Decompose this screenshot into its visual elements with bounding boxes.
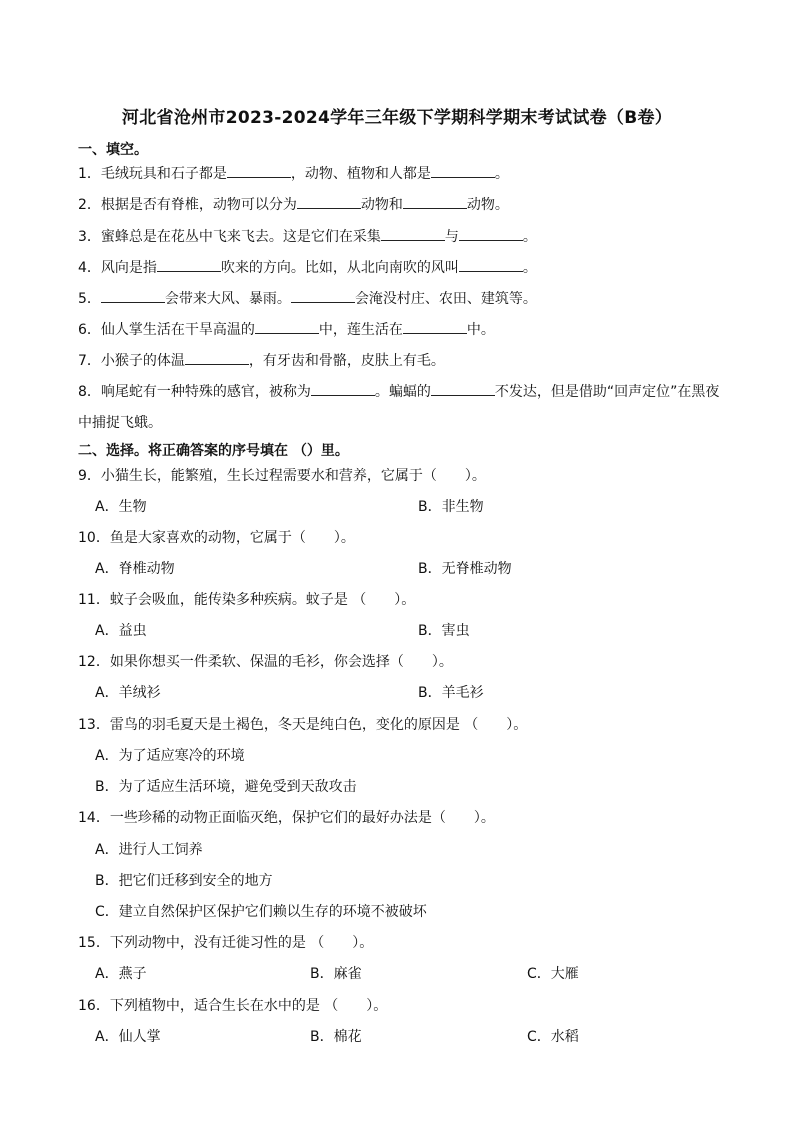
question-text: 3．蜜蜂总是在花丛中飞来飞去。这是它们在采集 (78, 229, 381, 245)
question-2 (78, 195, 509, 215)
question-text: 中。 (466, 322, 495, 338)
question-11: 11．蚊子会吸血，能传染多种疾病。蚊子是 （ ）。 (78, 592, 416, 608)
answer-blank[interactable] (431, 382, 495, 396)
option-b[interactable]: B．把它们迁移到安全的地方 (95, 873, 273, 889)
question-8-continued: 中捕捉飞蛾。 (78, 415, 162, 431)
answer-blank[interactable] (185, 351, 249, 365)
option-a[interactable]: A．脊椎动物 (95, 561, 175, 577)
option-c[interactable]: C．水稻 (527, 1029, 579, 1045)
question-text: 。 (522, 260, 537, 276)
question-13: 13．雷鸟的羽毛夏天是土褐色，冬天是纯白色，变化的原因是 （ ）。 (78, 717, 528, 733)
option-c[interactable]: C．大雁 (527, 966, 579, 982)
question-10: 10．鱼是大家喜欢的动物，它属于（ ）。 (78, 530, 355, 546)
question-text: 动物。 (466, 197, 509, 213)
question-7 (78, 351, 445, 371)
option-b[interactable]: B．麻雀 (310, 966, 362, 982)
answer-blank[interactable] (291, 289, 355, 303)
option-c[interactable]: C．建立自然保护区保护它们赖以生存的环境不被破坏 (95, 904, 427, 920)
option-b[interactable]: B．非生物 (418, 499, 484, 515)
question-text: 7．小猴子的体温 (78, 353, 185, 369)
question-16: 16．下列植物中，适合生长在水中的是 （ ）。 (78, 998, 388, 1014)
answer-blank[interactable] (255, 320, 319, 334)
section-heading-choice: 二、选择。将正确答案的序号填在 （）里。 (78, 443, 349, 459)
question-text: 不发达，但是借助“回声定位”在黑夜 (494, 384, 720, 400)
option-b[interactable]: B．为了适应生活环境，避免受到天敌攻击 (95, 779, 357, 795)
section-heading-fill-in: 一、填空。 (78, 142, 148, 158)
question-text: 8．响尾蛇有一种特殊的感官，被称为 (78, 384, 311, 400)
question-text: 中，莲生活在 (318, 322, 403, 338)
option-a[interactable]: A．仙人掌 (95, 1029, 161, 1045)
answer-blank[interactable] (227, 164, 291, 178)
question-6 (78, 320, 495, 340)
question-14: 14．一些珍稀的动物正面临灭绝，保护它们的最好办法是（ ）。 (78, 810, 495, 826)
question-text: 。 (522, 229, 537, 245)
option-a[interactable]: A．益虫 (95, 623, 147, 639)
option-a[interactable]: A．生物 (95, 499, 147, 515)
question-text: 1．毛绒玩具和石子都是 (78, 166, 227, 182)
question-text: 4．风向是指 (78, 260, 157, 276)
question-text: 6．仙人掌生活在干旱高温的 (78, 322, 255, 338)
answer-blank[interactable] (403, 195, 467, 209)
question-text: 与 (444, 229, 459, 245)
answer-blank[interactable] (403, 320, 467, 334)
question-4 (78, 258, 537, 278)
question-text: 动物和 (360, 197, 403, 213)
page-title: 河北省沧州市2023-2024学年三年级下学期科学期末考试试卷（B卷） (121, 108, 673, 128)
question-text: 。 (494, 166, 509, 182)
question-text: 。蝙蝠的 (374, 384, 431, 400)
question-text: ，动物、植物和人都是 (290, 166, 431, 182)
question-3 (78, 227, 537, 247)
question-text: 2．根据是否有脊椎，动物可以分为 (78, 197, 297, 213)
answer-blank[interactable] (459, 258, 523, 272)
question-15: 15．下列动物中，没有迁徙习性的是 （ ）。 (78, 935, 374, 951)
question-1 (78, 164, 509, 184)
question-text: ，有牙齿和骨骼，皮肤上有毛。 (248, 353, 445, 369)
option-a[interactable]: A．燕子 (95, 966, 147, 982)
question-9: 9．小猫生长，能繁殖，生长过程需要水和营养，它属于（ ）。 (78, 468, 486, 484)
answer-blank[interactable] (459, 227, 523, 241)
option-a[interactable]: A．羊绒衫 (95, 685, 161, 701)
option-a[interactable]: A．进行人工饲养 (95, 842, 203, 858)
answer-blank[interactable] (381, 227, 445, 241)
answer-blank[interactable] (157, 258, 221, 272)
question-12: 12．如果你想买一件柔软、保温的毛衫，你会选择（ ）。 (78, 654, 453, 670)
question-text: 吹来的方向。比如，从北向南吹的风叫 (220, 260, 459, 276)
option-b[interactable]: B．无脊椎动物 (418, 561, 512, 577)
option-b[interactable]: B．羊毛衫 (418, 685, 484, 701)
question-text: 会淹没村庄、农田、建筑等。 (354, 291, 537, 307)
answer-blank[interactable] (101, 289, 165, 303)
answer-blank[interactable] (431, 164, 495, 178)
question-5 (78, 289, 537, 309)
option-a[interactable]: A．为了适应寒冷的环境 (95, 748, 245, 764)
question-8 (78, 382, 719, 402)
answer-blank[interactable] (297, 195, 361, 209)
question-text: 5． (78, 291, 101, 307)
answer-blank[interactable] (311, 382, 375, 396)
question-text: 会带来大风、暴雨。 (164, 291, 291, 307)
option-b[interactable]: B．害虫 (418, 623, 470, 639)
option-b[interactable]: B．棉花 (310, 1029, 362, 1045)
